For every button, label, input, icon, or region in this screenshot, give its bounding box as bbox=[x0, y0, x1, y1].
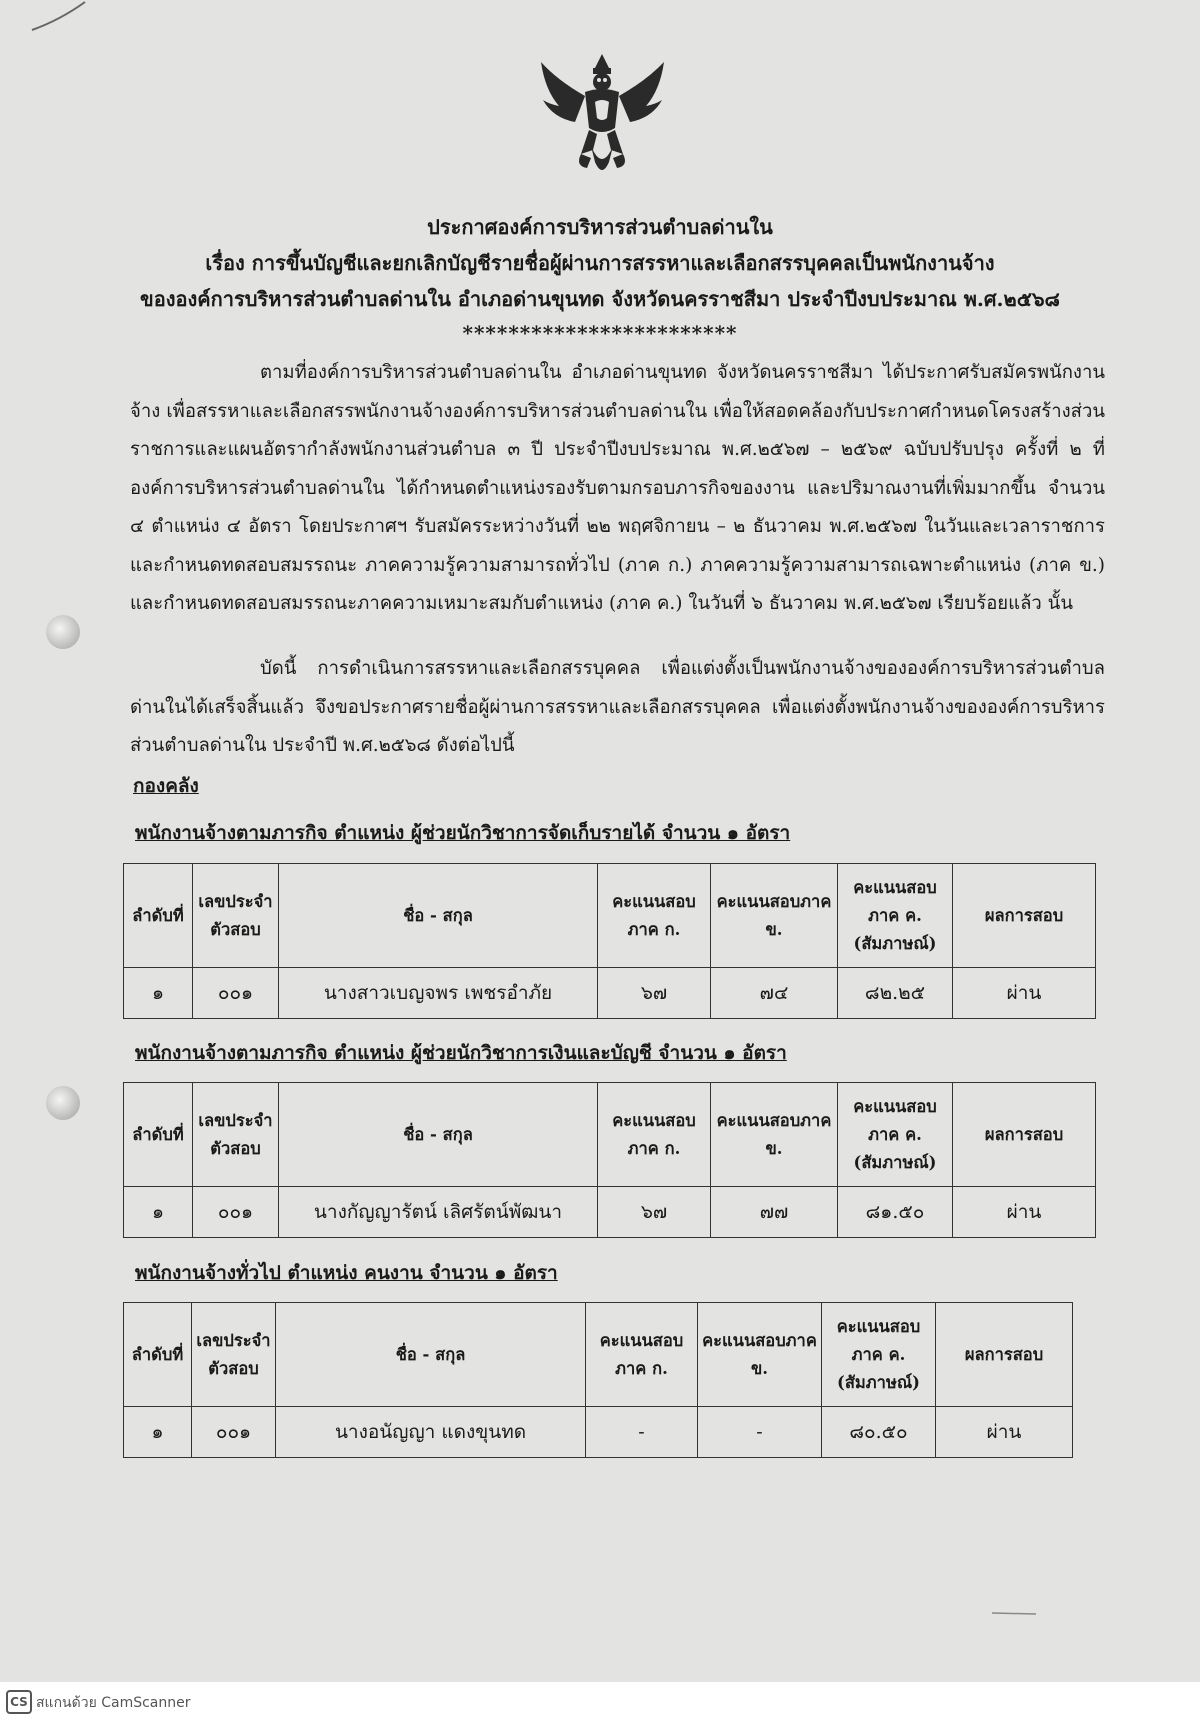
department-heading: กองคลัง bbox=[133, 775, 199, 797]
cell-order: ๑ bbox=[124, 968, 193, 1019]
column-header-score-a: คะแนนสอบภาค ก. bbox=[586, 1303, 698, 1407]
paragraph-announcement: บัดนี้ การดำเนินการสรรหาและเลือกสรรบุคคล เพื่อแต่งตั้งเป็นพนักงานจ้างขององค์การบริหารส่วนตำบลด่านในได้เสร็จสิ้นแล้ว จึงขอประกาศรายชื่อผู้ผ่านการสรรหาและเลือกสรรบุคคล เพื่อแต่งตั้งพนักงานจ้างขององค์การบริหารส่วนตำบลด่านใน ประจำปี พ.ศ.๒๕๖๘ ดังต่อไปนี้ bbox=[130, 658, 1105, 756]
results-table-general-worker bbox=[123, 1302, 1073, 1458]
cell-result: ผ่าน bbox=[936, 1407, 1073, 1458]
scan-line-mark bbox=[990, 1608, 1040, 1618]
column-header-score-c: คะแนนสอบภาค ค.(สัมภาษณ์) bbox=[838, 864, 953, 968]
cell-name: นางสาวเบญจพร เพชรอำภัย bbox=[279, 968, 598, 1019]
header-separator: ************************ bbox=[462, 321, 738, 345]
cell-name: นางกัญญารัตน์ เลิศรัตน์พัฒนา bbox=[279, 1187, 598, 1238]
column-header-score-b: คะแนนสอบภาค ข. bbox=[711, 864, 838, 968]
section-title-finance-assistant: พนักงานจ้างตามภารกิจ ตำแหน่ง ผู้ช่วยนักวิชาการเงินและบัญชี จำนวน ๑ อัตรา bbox=[135, 1042, 787, 1064]
column-header-exam-id: เลขประจำตัวสอบ bbox=[192, 1303, 276, 1407]
column-header-order: ลำดับที่ bbox=[124, 864, 193, 968]
results-table-finance-assistant bbox=[123, 1082, 1096, 1238]
cell-score-c: ๘๒.๒๕ bbox=[838, 968, 953, 1019]
column-header-score-a: คะแนนสอบภาค ก. bbox=[598, 1083, 711, 1187]
table-row bbox=[124, 1407, 1073, 1458]
paragraph-intro: ตามที่องค์การบริหารส่วนตำบลด่านใน อำเภอด่านขุนทด จังหวัดนครราชสีมา ได้ประกาศรับสมัครพนักงานจ้าง เพื่อสรรหาและเลือกสรรพนักงานจ้างองค์การบริหารส่วนตำบลด่านใน เพื่อให้สอดคล้องกับประกาศกำหนดโครงสร้างส่วนราชการและแผนอัตรากำลังพนักงานส่วนตำบล ๓ ปี ประจำปีงบประมาณ พ.ศ.๒๕๖๗ – ๒๕๖๙ ฉบับปรับปรุง ครั้งที่ ๒ ที่องค์การบริหารส่วนตำบลด่านใน ได้กำหนดตำแหน่งรองรับตามกรอบภารกิจของงาน และปริมาณงานที่เพิ่มมากขึ้น จำนวน ๔ ตำแหน่ง ๔ อัตรา โดยประกาศฯ รับสมัครระหว่างวันที่ ๒๒ พฤศจิกายน – ๒ ธันวาคม พ.ศ.๒๕๖๗ ในวันและเวลาราชการ และกำหนดทดสอบสมรรถนะ ภาคความรู้ความสามารถทั่วไป (ภาค ก.) ภาคความรู้ความสามารถเฉพาะตำแหน่ง (ภาค ข.) และกำหนดทดสอบสมรรถนะภาคความเหมาะสมกับตำแหน่ง (ภาค ค.) ในวันที่ ๖ ธันวาคม พ.ศ.๒๕๖๗ เรียบร้อยแล้ว นั้น bbox=[130, 362, 1105, 614]
section-title-revenue-assistant: พนักงานจ้างตามภารกิจ ตำแหน่ง ผู้ช่วยนักวิชาการจัดเก็บรายได้ จำนวน ๑ อัตรา bbox=[135, 822, 791, 844]
column-header-result: ผลการสอบ bbox=[953, 1083, 1096, 1187]
column-header-result: ผลการสอบ bbox=[936, 1303, 1073, 1407]
column-header-score-c: คะแนนสอบภาค ค.(สัมภาษณ์) bbox=[822, 1303, 936, 1407]
cell-order: ๑ bbox=[124, 1407, 192, 1458]
cell-exam-id: ๐๐๑ bbox=[193, 968, 279, 1019]
column-header-order: ลำดับที่ bbox=[124, 1083, 193, 1187]
camscanner-logo-icon: CS bbox=[6, 1690, 32, 1714]
announcement-title: ประกาศองค์การบริหารส่วนตำบลด่านใน bbox=[427, 215, 773, 239]
results-table-revenue-assistant bbox=[123, 863, 1096, 1019]
cell-exam-id: ๐๐๑ bbox=[193, 1187, 279, 1238]
column-header-score-c: คะแนนสอบภาค ค.(สัมภาษณ์) bbox=[838, 1083, 953, 1187]
punch-hole bbox=[46, 1086, 80, 1120]
column-header-score-b: คะแนนสอบภาค ข. bbox=[711, 1083, 838, 1187]
cell-score-c: ๘๑.๕๐ bbox=[838, 1187, 953, 1238]
cell-exam-id: ๐๐๑ bbox=[192, 1407, 276, 1458]
announcement-subject: เรื่อง การขึ้นบัญชีและยกเลิกบัญชีรายชื่อผู้ผ่านการสรรหาและเลือกสรรบุคคลเป็นพนักงานจ้าง bbox=[205, 251, 995, 275]
column-header-exam-id: เลขประจำตัวสอบ bbox=[193, 1083, 279, 1187]
column-header-name: ชื่อ - สกุล bbox=[276, 1303, 586, 1407]
column-header-order: ลำดับที่ bbox=[124, 1303, 192, 1407]
cell-score-a: - bbox=[586, 1407, 698, 1458]
column-header-name: ชื่อ - สกุล bbox=[279, 864, 598, 968]
table-row bbox=[124, 1187, 1096, 1238]
cell-score-a: ๖๗ bbox=[598, 1187, 711, 1238]
punch-hole bbox=[46, 615, 80, 649]
cell-order: ๑ bbox=[124, 1187, 193, 1238]
column-header-name: ชื่อ - สกุล bbox=[279, 1083, 598, 1187]
cell-score-a: ๖๗ bbox=[598, 968, 711, 1019]
cell-score-b: ๗๔ bbox=[711, 968, 838, 1019]
column-header-score-b: คะแนนสอบภาค ข. bbox=[698, 1303, 822, 1407]
table-row bbox=[124, 968, 1096, 1019]
cell-name: นางอนัญญา แดงขุนทด bbox=[276, 1407, 586, 1458]
column-header-score-a: คะแนนสอบภาค ก. bbox=[598, 864, 711, 968]
garuda-emblem bbox=[535, 50, 670, 190]
scanner-label: สแกนด้วย CamScanner bbox=[36, 1695, 191, 1711]
cell-result: ผ่าน bbox=[953, 968, 1096, 1019]
cell-score-b: ๗๗ bbox=[711, 1187, 838, 1238]
cell-score-c: ๘๐.๕๐ bbox=[822, 1407, 936, 1458]
announcement-subject-line-2: ขององค์การบริหารส่วนตำบลด่านใน อำเภอด่านขุนทด จังหวัดนครราชสีมา ประจำปีงบประมาณ พ.ศ.๒๕๖๘ bbox=[140, 287, 1060, 311]
cell-score-b: - bbox=[698, 1407, 822, 1458]
section-title-general-worker: พนักงานจ้างทั่วไป ตำแหน่ง คนงาน จำนวน ๑ อัตรา bbox=[135, 1262, 558, 1284]
column-header-exam-id: เลขประจำตัวสอบ bbox=[193, 864, 279, 968]
column-header-result: ผลการสอบ bbox=[953, 864, 1096, 968]
scanner-footer bbox=[0, 1682, 1200, 1718]
page-corner-mark bbox=[30, 0, 90, 40]
cell-result: ผ่าน bbox=[953, 1187, 1096, 1238]
